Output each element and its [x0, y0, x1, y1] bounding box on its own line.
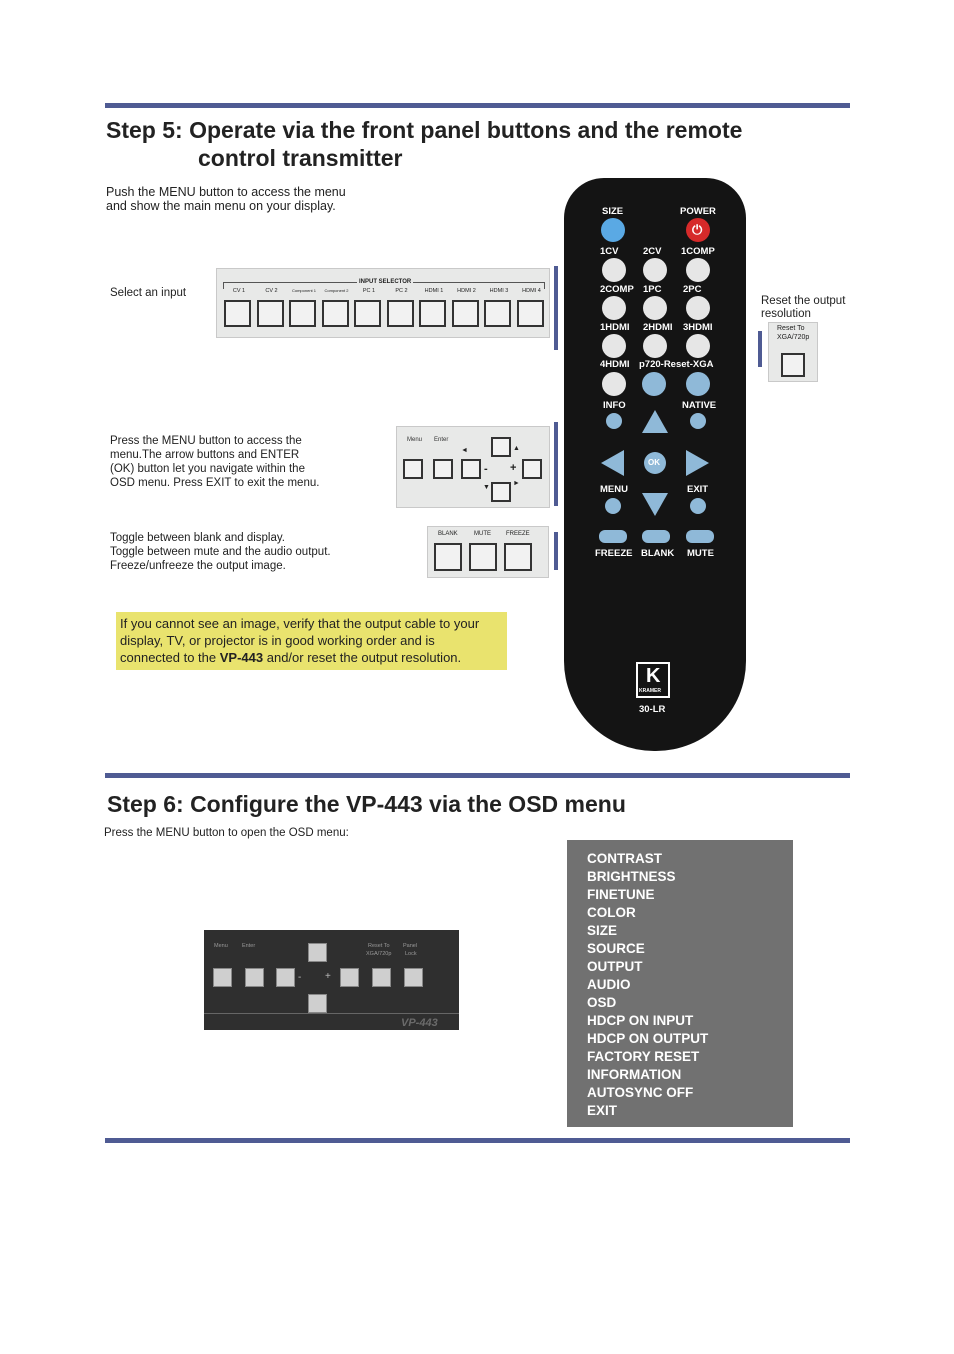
- osd-menu: [567, 840, 793, 1127]
- up-arrow-button[interactable]: [491, 437, 511, 457]
- menu-desc-line-0: Press the MENU button to access the: [110, 435, 302, 447]
- vp-plus: +: [325, 971, 331, 982]
- vp-reset-label2: XGA/720p: [366, 951, 392, 957]
- toggle-desc-line-0: Toggle between blank and display.: [110, 532, 285, 544]
- remote-label-row1-2: 1COMP: [681, 246, 715, 257]
- remote-button-row2-1[interactable]: [643, 296, 667, 320]
- remote-button-row3-0[interactable]: [602, 334, 626, 358]
- osd-item[interactable]: HDCP ON OUTPUT: [587, 1031, 709, 1046]
- osd-item[interactable]: BRIGHTNESS: [587, 869, 676, 884]
- input-label-6: HDMI 1: [424, 288, 444, 294]
- kramer-logo-letter: K: [646, 665, 661, 687]
- toggle-desc-line-1: Toggle between mute and the audio output.: [110, 546, 331, 558]
- step6-intro: Press the MENU button to open the OSD menu:: [104, 827, 349, 839]
- remote-label-row2-1: 1PC: [643, 284, 662, 295]
- 4hdmi-label: 4HDMI: [600, 359, 630, 370]
- reset-xga-label: p720-Reset-XGA: [639, 359, 714, 370]
- remote-control: [564, 178, 746, 751]
- input-button-0[interactable]: [224, 300, 251, 327]
- input-selector-header: INPUT SELECTOR: [359, 279, 412, 285]
- osd-item[interactable]: HDCP ON INPUT: [587, 1013, 694, 1028]
- vp-divider: [204, 1013, 459, 1014]
- power-button[interactable]: [686, 218, 710, 242]
- right-arrow-button[interactable]: [522, 459, 542, 479]
- input-button-2[interactable]: [289, 300, 316, 327]
- minus-sign: -: [484, 463, 488, 475]
- input-button-3[interactable]: [322, 300, 349, 327]
- native-label: NATIVE: [682, 400, 717, 411]
- osd-item[interactable]: SOURCE: [587, 941, 645, 956]
- osd-item[interactable]: AUTOSYNC OFF: [587, 1085, 694, 1100]
- menu-remote-button[interactable]: [605, 498, 621, 514]
- menu-nav-panel: [396, 426, 550, 508]
- remote-button-row2-2[interactable]: [686, 296, 710, 320]
- input-selector-panel: [216, 268, 550, 338]
- osd-item[interactable]: OUTPUT: [587, 959, 643, 974]
- input-label-7: HDMI 2: [457, 288, 476, 294]
- info-label: INFO: [603, 400, 626, 411]
- vp-enter-label: Enter: [242, 943, 256, 949]
- vp-down-button[interactable]: [308, 994, 327, 1013]
- freeze-label: FREEZE: [506, 531, 530, 537]
- note-line3: [120, 649, 503, 666]
- input-label-0: CV 1: [232, 288, 246, 294]
- note-model: VP-443: [219, 650, 264, 665]
- vp-reset-label1: Reset To: [368, 943, 390, 949]
- section-rule-bottom: [105, 1138, 850, 1143]
- remote-label-row1-1: 2CV: [643, 246, 662, 257]
- vp-minus: -: [298, 972, 302, 983]
- vp443-front-panel: [204, 930, 459, 1030]
- plus-sign: +: [510, 462, 517, 474]
- left-arrow-button[interactable]: [461, 459, 481, 479]
- menu-remote-label: MENU: [600, 484, 628, 495]
- callout-bar-menu: [554, 422, 558, 506]
- callout-bar-input: [554, 266, 558, 350]
- power-label: POWER: [680, 206, 716, 217]
- reset-panel: [768, 322, 818, 382]
- callout-bar-reset: [758, 331, 762, 367]
- blank-remote-label: BLANK: [641, 548, 675, 559]
- enter-button[interactable]: [433, 459, 453, 479]
- reset-button-label2: XGA/720p: [777, 334, 810, 341]
- ok-label: OK: [648, 458, 660, 467]
- vp-menu-button[interactable]: [213, 968, 232, 987]
- vp-up-button[interactable]: [308, 943, 327, 962]
- note-line3-post: and/or reset the output resolution.: [263, 650, 462, 665]
- vp-left-button[interactable]: [276, 968, 295, 987]
- reset-xga-720-button[interactable]: [686, 372, 710, 396]
- remote-button-row3-2[interactable]: [686, 334, 710, 358]
- step5-title-line2: control transmitter: [198, 145, 403, 171]
- menu-button[interactable]: [403, 459, 423, 479]
- mute-label: MUTE: [474, 531, 491, 537]
- remote-button-row3-1[interactable]: [643, 334, 667, 358]
- blank-label: BLANK: [438, 531, 458, 537]
- remote-button-row1-1[interactable]: [643, 258, 667, 282]
- callout-bar-toggle: [554, 532, 558, 570]
- toggle-panel: [427, 526, 549, 578]
- menu-desc-line-3: OSD menu. Press EXIT to exit the menu.: [110, 477, 320, 489]
- input-label-9: HDMI 4: [522, 288, 541, 294]
- input-label-3: Component 2: [324, 288, 349, 293]
- 4hdmi-button[interactable]: [602, 372, 626, 396]
- input-button-9[interactable]: [517, 300, 544, 327]
- vp-menu-label: Menu: [214, 943, 228, 949]
- vp-enter-button[interactable]: [245, 968, 264, 987]
- remote-button-row1-0[interactable]: [602, 258, 626, 282]
- reset-text-line1: Reset the output: [761, 295, 846, 307]
- power-icon: ⏻: [692, 222, 703, 237]
- menu-label: Menu: [407, 437, 423, 443]
- remote-label-row2-2: 2PC: [683, 284, 702, 295]
- reset-xga-button[interactable]: [642, 372, 666, 396]
- menu-intro-line2: and show the main menu on your display.: [106, 199, 336, 213]
- size-label: SIZE: [602, 206, 624, 217]
- remote-label-row1-0: 1CV: [600, 246, 619, 257]
- remote-label-row3-2: 3HDMI: [683, 322, 713, 333]
- input-button-6[interactable]: [419, 300, 446, 327]
- vp-model-label: VP-443: [401, 1017, 438, 1029]
- vp-lock-label1: Panel: [403, 943, 418, 949]
- down-arrow-icon[interactable]: [642, 493, 668, 516]
- osd-item[interactable]: COLOR: [587, 905, 636, 920]
- enter-label: Enter: [434, 437, 449, 443]
- reset-text-line2: resolution: [761, 308, 811, 320]
- mute-remote-button[interactable]: [686, 530, 714, 543]
- exit-remote-label: EXIT: [687, 484, 709, 495]
- blank-remote-button[interactable]: [642, 530, 670, 543]
- troubleshoot-note: [116, 612, 507, 670]
- note-line3-pre: connected to the: [120, 650, 220, 665]
- osd-item[interactable]: CONTRAST: [587, 851, 662, 866]
- osd-item[interactable]: INFORMATION: [587, 1067, 682, 1082]
- menu-intro-line1: Push the MENU button to access the menu: [106, 185, 346, 199]
- menu-desc-line-1: menu.The arrow buttons and ENTER: [110, 449, 300, 461]
- osd-item[interactable]: OSD: [587, 995, 617, 1010]
- arrow-right-icon: ►: [513, 480, 520, 487]
- toggle-desc-line-2: Freeze/unfreeze the output image.: [110, 560, 286, 572]
- reset-button-label1: Reset To: [777, 325, 805, 332]
- arrow-down-icon: ▼: [483, 484, 490, 491]
- reset-button[interactable]: [781, 353, 805, 377]
- up-arrow-icon[interactable]: [642, 410, 668, 433]
- vp-right-button[interactable]: [340, 968, 359, 987]
- input-button-8[interactable]: [484, 300, 511, 327]
- remote-button-row2-0[interactable]: [602, 296, 626, 320]
- input-button-4[interactable]: [354, 300, 381, 327]
- vp-lock-label2: Lock: [405, 951, 417, 957]
- remote-button-row1-2[interactable]: [686, 258, 710, 282]
- input-label-4: PC 1: [362, 288, 376, 294]
- input-button-1[interactable]: [257, 300, 284, 327]
- menu-desc-line-2: (OK) button let you navigate within the: [110, 463, 305, 475]
- osd-item[interactable]: SIZE: [587, 923, 618, 938]
- mute-button[interactable]: [469, 543, 497, 571]
- section-rule-top: [105, 103, 850, 108]
- step5-title-line1: Step 5: Operate via the front panel buttons and the remote: [106, 117, 743, 143]
- remote-model: 30-LR: [639, 704, 666, 715]
- arrow-up-icon: ▲: [513, 445, 520, 452]
- input-label-8: HDMI 3: [489, 288, 509, 294]
- down-arrow-button[interactable]: [491, 482, 511, 502]
- vp-reset-button[interactable]: [372, 968, 391, 987]
- freeze-remote-button[interactable]: [599, 530, 627, 543]
- select-input-text: Select an input: [110, 287, 187, 299]
- freeze-button[interactable]: [504, 543, 532, 571]
- note-line1: If you cannot see an image, verify that the output cable to your: [120, 616, 480, 631]
- osd-menu-list: [587, 850, 708, 1120]
- input-label-5: PC 2: [395, 288, 408, 294]
- section-rule-mid: [105, 773, 850, 778]
- osd-item[interactable]: FACTORY RESET: [587, 1049, 700, 1064]
- blank-button[interactable]: [434, 543, 462, 571]
- input-button-7[interactable]: [452, 300, 479, 327]
- exit-remote-button[interactable]: [690, 498, 706, 514]
- osd-item[interactable]: FINETUNE: [587, 887, 655, 902]
- freeze-remote-label: FREEZE: [595, 548, 633, 559]
- arrow-left-icon: ◄: [461, 447, 468, 454]
- remote-label-row3-1: 2HDMI: [643, 322, 673, 333]
- remote-label-row3-0: 1HDMI: [600, 322, 630, 333]
- kramer-brand: KRAMER: [639, 688, 661, 694]
- left-arrow-icon[interactable]: [601, 450, 624, 476]
- size-button[interactable]: [601, 218, 625, 242]
- step6-title: Step 6: Configure the VP-443 via the OSD menu: [107, 791, 626, 817]
- osd-item[interactable]: AUDIO: [587, 977, 631, 992]
- right-arrow-icon[interactable]: [686, 450, 709, 476]
- kramer-logo: [636, 662, 670, 698]
- input-label-2: Component 1: [291, 288, 316, 293]
- mute-remote-label: MUTE: [687, 548, 714, 559]
- vp-lock-button[interactable]: [404, 968, 423, 987]
- note-line2: display, TV, or projector is in good working order and is: [120, 633, 435, 648]
- input-label-1: CV 2: [265, 288, 278, 294]
- remote-label-row2-0: 2COMP: [600, 284, 634, 295]
- osd-item[interactable]: EXIT: [587, 1103, 618, 1118]
- input-button-5[interactable]: [387, 300, 414, 327]
